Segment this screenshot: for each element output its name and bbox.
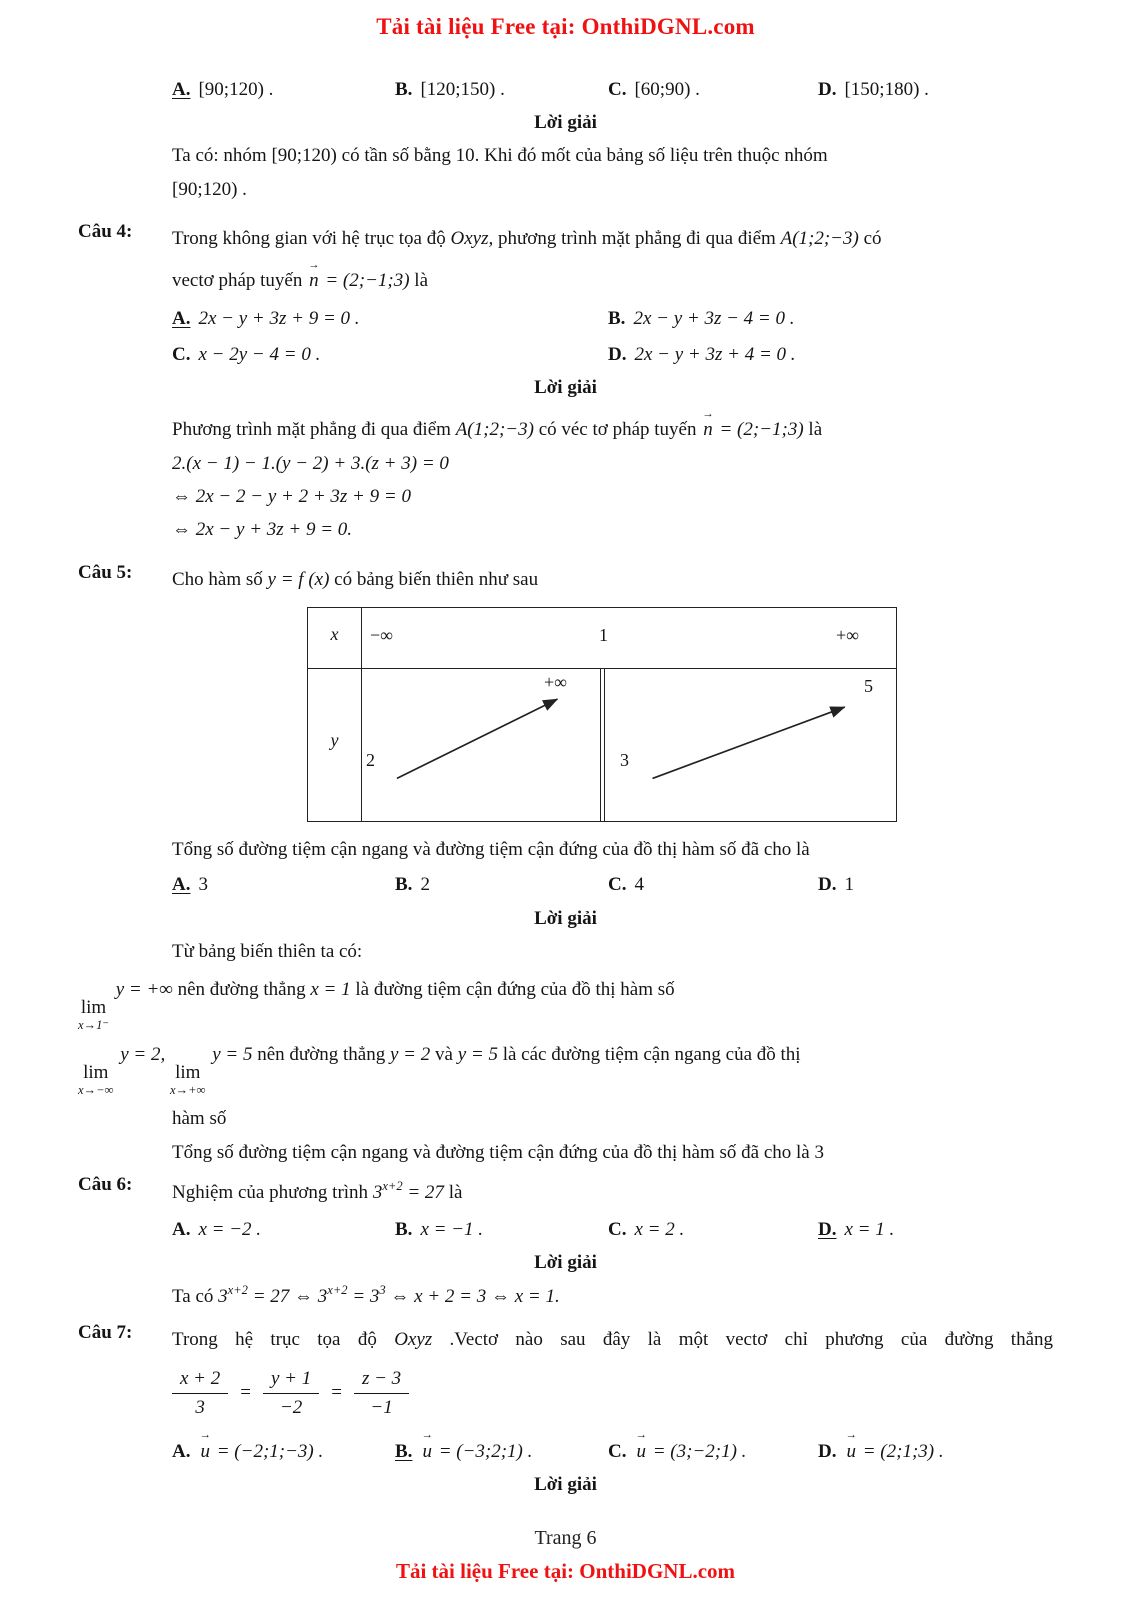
- promo-footer: Tải tài liệu Free tại: OnthiDGNL.com: [395, 1559, 736, 1583]
- option-label: B.: [608, 307, 626, 329]
- x-tick-neg-infinity: −∞: [370, 624, 393, 645]
- q6-stem: Nghiệm của phương trình $3^{x+2} = 27$ là: [172, 1178, 463, 1203]
- question-number: Câu 6:: [78, 1173, 133, 1195]
- option-text: x = −2 .: [198, 1218, 262, 1240]
- q5-option-d: [818, 869, 1053, 901]
- equals-sign: =: [240, 1382, 251, 1404]
- q4-solution-line4: ⇔ 2x − y + 3z + 9 = 0.: [172, 519, 353, 541]
- q4-option-b: [608, 303, 1053, 335]
- solution-heading: Lời giải: [534, 112, 597, 134]
- option-label: D.: [818, 1218, 837, 1240]
- option-text: 3: [198, 874, 208, 896]
- q6-option-a: [172, 1214, 395, 1246]
- q4-options-row2: [172, 339, 1053, 371]
- q3-option-a: [172, 74, 395, 106]
- option-label: C.: [608, 1440, 627, 1462]
- q5-lim3-rest: y = 5 nên đường thẳng y = 2 và y = 5 là các đường tiệm cận ngang của đồ thị: [207, 1043, 801, 1065]
- limit-expression: lim x→+∞: [170, 1061, 206, 1097]
- q5-option-b: [395, 869, 608, 901]
- branch1-start-value: 2: [366, 749, 375, 770]
- q3-option-d: [818, 74, 1053, 106]
- q5-solution-lim2: [78, 1039, 1053, 1097]
- option-label: A.: [172, 1440, 191, 1462]
- q3-option-b: [395, 74, 608, 106]
- x-tick-pos-infinity: +∞: [836, 624, 859, 645]
- page-footer: [0, 1527, 1131, 1584]
- table-arrows: [308, 608, 896, 821]
- q3-solution-line1: Ta có: nhóm [90;120) có tần số bằng 10. Khi đó mốt của bảng số liệu trên thuộc nhóm: [172, 145, 828, 167]
- q4-stem-line2: vectơ pháp tuyến → n = (2;−1;3) là: [172, 256, 1053, 296]
- option-label: B.: [395, 79, 413, 100]
- option-text: [120;150) .: [420, 79, 505, 100]
- increase-arrow-2: [653, 707, 845, 778]
- question-body: [172, 1322, 1053, 1357]
- question-4: [78, 221, 1053, 299]
- option-text: = (−2;1;−3) .: [211, 1440, 324, 1462]
- increase-arrow-1: [397, 699, 557, 778]
- option-label: B.: [395, 1440, 413, 1462]
- question-body: [172, 1174, 1053, 1210]
- question-body: [172, 562, 1053, 597]
- option-label: C.: [172, 343, 191, 365]
- option-text: 2x − y + 3z − 4 = 0 .: [633, 307, 795, 329]
- question-6: [78, 1174, 1053, 1210]
- q5-solution-line4: hàm số: [172, 1108, 227, 1130]
- branch2-end-value: 5: [864, 675, 873, 696]
- fraction-z: $\frac{z - 3}{-1}$: [354, 1368, 409, 1419]
- q5-question-line: Tổng số đường tiệm cận ngang và đường tiệm cận đứng của đồ thị hàm số đã cho là: [172, 838, 810, 860]
- solution-heading: Lời giải: [534, 1474, 597, 1495]
- option-text: 2x − y + 3z + 4 = 0 .: [634, 343, 796, 365]
- question-number: Câu 5:: [78, 561, 133, 583]
- q4-solution-line2: 2.(x − 1) − 1.(y − 2) + 3.(z + 3) = 0: [172, 452, 449, 474]
- option-label: A.: [172, 1218, 191, 1240]
- q4-option-a: [172, 303, 608, 335]
- limit-expression: lim x→1⁻: [78, 997, 109, 1033]
- q5-option-c: [608, 869, 818, 901]
- option-text: x = −1 .: [420, 1218, 484, 1240]
- option-text: = (−3;2;1) .: [433, 1440, 533, 1462]
- q7-option-d: [818, 1427, 1053, 1468]
- question-body: [172, 221, 1053, 299]
- option-label: B.: [395, 874, 413, 896]
- option-label: D.: [818, 874, 837, 896]
- q5-lim2-mid: y = 2,: [115, 1043, 170, 1065]
- question-number: Câu 7:: [78, 1322, 133, 1344]
- u-vector: → u: [634, 1436, 648, 1468]
- q4-solution-line3: ⇔ 2x − 2 − y + 2 + 3z + 9 = 0: [172, 485, 411, 507]
- option-text: 1: [844, 874, 854, 896]
- question-7: [78, 1322, 1053, 1357]
- option-text: [60;90) .: [634, 79, 700, 100]
- option-text: = (3;−2;1) .: [647, 1440, 747, 1462]
- q7-option-b: [395, 1427, 608, 1468]
- branch1-end-value: +∞: [544, 671, 567, 692]
- page-number: Trang 6: [534, 1527, 597, 1549]
- promo-header: Tải tài liệu Free tại: OnthiDGNL.com: [376, 14, 755, 39]
- q7-option-c: [608, 1427, 818, 1468]
- limit-expression: lim x→−∞: [78, 1061, 114, 1097]
- q3-solution-line2: [90;120) .: [172, 178, 247, 200]
- q5-lim1-rest: y = +∞ nên đường thẳng x = 1 là đường tiệm cận đứng của đồ thị hàm số: [110, 978, 675, 1000]
- option-label: A.: [172, 307, 191, 329]
- equals-sign: =: [331, 1382, 342, 1404]
- x-tick-one: 1: [599, 624, 608, 645]
- q3-options-row: [172, 74, 1053, 106]
- branch2-start-value: 3: [620, 749, 629, 770]
- option-text: 2x − y + 3z + 9 = 0 .: [198, 307, 360, 329]
- q5-solution-line5: Tổng số đường tiệm cận ngang và đường tiệm cận đứng của đồ thị hàm số đã cho là 3: [172, 1141, 824, 1163]
- u-vector: → u: [420, 1436, 434, 1468]
- q5-stem: Cho hàm số y = f (x) có bảng biến thiên như sau: [172, 568, 539, 590]
- q7-options-row: [172, 1427, 1053, 1468]
- q4-option-d: [608, 339, 1053, 371]
- q6-option-d: [818, 1214, 1053, 1246]
- option-label: C.: [608, 874, 627, 896]
- solution-heading: Lời giải: [534, 1252, 597, 1274]
- q6-options-row: [172, 1214, 1053, 1246]
- q5-option-a: [172, 869, 395, 901]
- option-text: x = 1 .: [844, 1218, 895, 1240]
- fraction-x: $\frac{x + 2}{3}$: [172, 1368, 228, 1419]
- option-label: C.: [608, 1218, 627, 1240]
- option-text: 2: [420, 874, 430, 896]
- option-label: A.: [172, 79, 191, 100]
- variation-table: [307, 607, 897, 822]
- q5-options-row: [172, 869, 1053, 901]
- q4-option-c: [172, 339, 608, 371]
- option-label: C.: [608, 79, 627, 100]
- option-text: x − 2y − 4 = 0 .: [198, 343, 321, 365]
- q6-option-b: [395, 1214, 608, 1246]
- q6-solution: Ta có $3^{x+2} = 27$ ⇔ $3^{x+2} = 3^3$ ⇔ x + 2 = 3 ⇔ x = 1.: [172, 1283, 560, 1308]
- y-row-label: y: [330, 729, 339, 750]
- option-text: [150;180) .: [844, 79, 929, 100]
- q7-line-equation: [172, 1368, 1053, 1419]
- option-text: = (2;1;3) .: [857, 1440, 944, 1462]
- q3-option-c: [608, 74, 818, 106]
- option-text: 4: [634, 874, 644, 896]
- question-5: [78, 562, 1053, 597]
- solution-heading: Lời giải: [534, 377, 597, 399]
- option-label: D.: [818, 1440, 837, 1462]
- option-label: A.: [172, 874, 191, 896]
- solution-heading: Lời giải: [534, 907, 597, 929]
- question-number: Câu 4:: [78, 220, 133, 242]
- u-vector: → u: [844, 1436, 858, 1468]
- q7-option-a: [172, 1427, 395, 1468]
- option-label: B.: [395, 1218, 413, 1240]
- q4-stem-line1: Trong không gian với hệ trục tọa độ Oxyz, phương trình mặt phẳng đi qua điểm A(1;2;−3) có: [172, 227, 882, 249]
- option-text: [90;120) .: [198, 79, 274, 100]
- q7-stem: Trong hệ trục tọa độ Oxyz .Vectơ nào sau đây là một vectơ chỉ phương của đường thẳng: [172, 1329, 1054, 1351]
- q6-option-c: [608, 1214, 818, 1246]
- option-label: D.: [608, 343, 627, 365]
- u-vector: → u: [198, 1436, 212, 1468]
- option-label: D.: [818, 79, 837, 100]
- q5-solution-lim1: [78, 974, 1053, 1032]
- q5-solution-intro: Từ bảng biến thiên ta có:: [172, 940, 363, 962]
- q4-options-row1: [172, 303, 1053, 335]
- q4-solution-line1: Phương trình mặt phẳng đi qua điểm A(1;2;−3) có véc tơ pháp tuyến → n = (2;−1;3) là: [172, 405, 1053, 445]
- fraction-y: $\frac{y + 1}{-2}$: [263, 1368, 319, 1419]
- x-row-label: x: [330, 623, 339, 644]
- option-text: x = 2 .: [634, 1218, 685, 1240]
